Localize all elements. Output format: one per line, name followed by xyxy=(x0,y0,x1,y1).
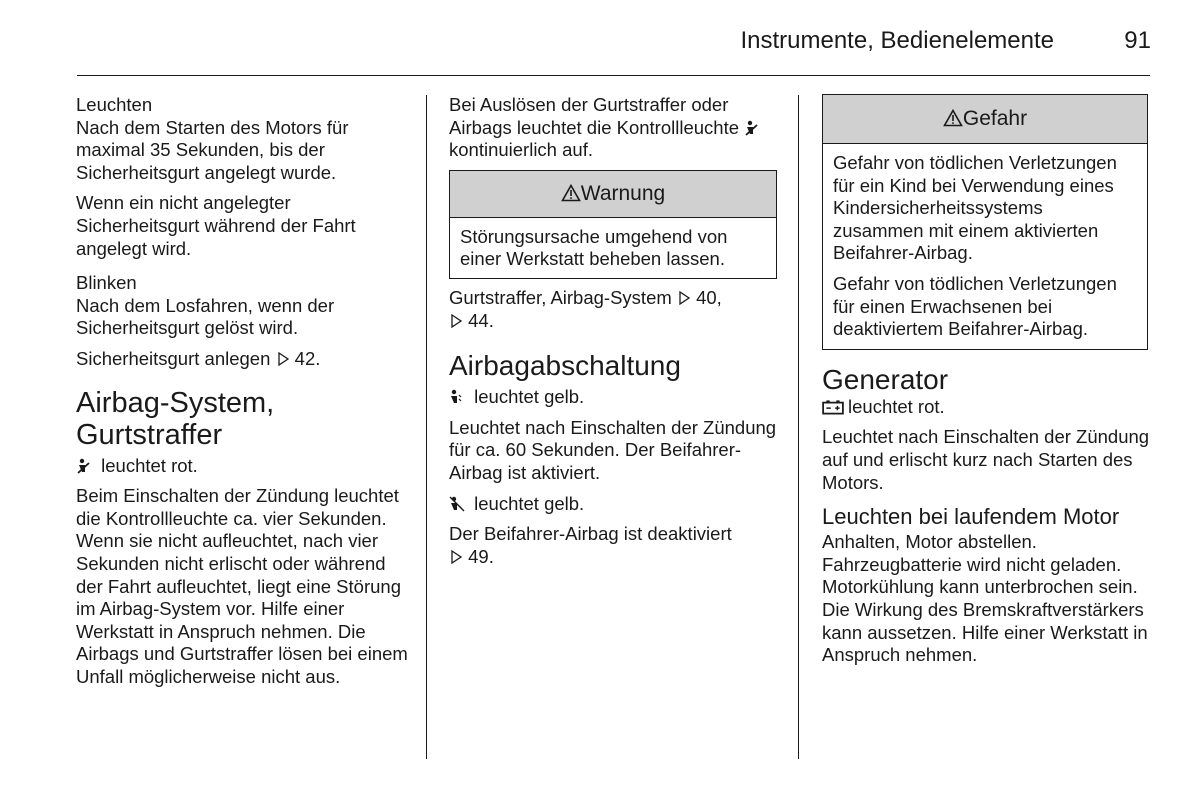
page-reference-arrow-icon xyxy=(449,550,463,564)
battery-icon xyxy=(822,399,844,415)
status-2-text: leuchtet gelb. xyxy=(474,492,585,514)
warning-title: Warnung xyxy=(580,181,666,205)
blinken-paragraph-1: Nach dem Losfahren, wenn der Sicherheitsgurt gelöst wird. xyxy=(76,294,335,339)
page-reference-arrow-icon xyxy=(276,352,290,366)
danger-box xyxy=(822,94,1148,350)
danger-paragraph-1: Gefahr von tödlichen Verletzungen für ein Kind bei Verwendung eines Kindersicherheitssystems zusammen mit einem aktivierten Beifahrer-Airbag. xyxy=(833,152,1117,264)
leuchten-paragraph-1: Nach dem Starten des Motors für maximal 35 Sekunden, bis der Sicherheitsgurt angelegt wurde. xyxy=(76,116,349,183)
blinken-paragraph-2-text: Sicherheitsgurt anlegen xyxy=(76,347,271,369)
airbag-paragraph-1: Beim Einschalten der Zündung leuchtet die Kontrollleuchte ca. vier Sekunden. Wenn sie nicht aufleuchtet, nach vier Sekunden nicht erlischt oder während der Fahrt aufleuchtet, liegt eine Störung im Airbag-System vor. Hilfe einer Werkstatt in Anspruch nehmen. Die Airbags und Gurtstraffer lösen bei einem Unfall möglicherweise nicht aus. xyxy=(76,485,408,687)
abschaltung-reference: 49. xyxy=(468,545,494,567)
abschaltung-paragraph-2-text: Der Beifahrer-Airbag ist deaktiviert xyxy=(449,523,732,545)
generator-status xyxy=(822,396,1152,419)
danger-title: Gefahr xyxy=(962,107,1028,130)
airbag-status xyxy=(76,455,408,478)
page-number: 91 xyxy=(1124,27,1151,54)
airbag-system-title xyxy=(76,387,408,451)
column-3 xyxy=(822,94,1152,675)
warning-header xyxy=(450,171,776,218)
warning-box xyxy=(449,170,777,279)
blinken-reference: 42. xyxy=(294,347,321,369)
intro-text: Bei Auslösen der Gurtstraffer oder Airbags leuchtet die Kontrollleuchte xyxy=(449,94,740,138)
airbag-system-title-line-2: Gurtstraffer xyxy=(76,418,223,451)
status-1-text: leuchtet gelb. xyxy=(474,386,585,408)
page-reference-arrow-icon xyxy=(677,291,691,305)
danger-triangle-icon xyxy=(943,109,963,127)
generator-status-text: leuchtet rot. xyxy=(848,395,945,417)
leuchten-heading: Leuchten xyxy=(76,94,153,115)
airbagabschaltung-title: Airbagabschaltung xyxy=(449,350,681,382)
blinken-heading: Blinken xyxy=(76,272,137,294)
column-2 xyxy=(449,94,779,576)
column-divider xyxy=(426,95,427,759)
generator-paragraph-1: Leuchtet nach Einschalten der Zündung auf und erlischt kurz nach Starten des Motors. xyxy=(822,426,1150,493)
header-rule xyxy=(77,75,1150,76)
airbag-system-title-line-1: Airbag-System, xyxy=(76,386,275,419)
abschaltung-paragraph-1: Leuchtet nach Einschalten der Zündung für ca. 60 Sekunden. Der Beifahrer-Airbag ist aktiviert. xyxy=(449,416,777,483)
reference-2: 44. xyxy=(468,309,494,331)
warning-triangle-icon xyxy=(561,184,581,202)
intro-paragraph xyxy=(449,94,779,162)
airbag-status-text: leuchtet rot. xyxy=(101,454,198,476)
abschaltung-paragraph-2 xyxy=(449,523,779,568)
seatbelt-person-icon xyxy=(76,458,92,474)
danger-body xyxy=(823,144,1147,341)
status-2 xyxy=(449,493,779,516)
generator-title: Generator xyxy=(822,363,949,395)
blinken-paragraph-2 xyxy=(76,348,408,371)
warning-text: Störungsursache umgehend von einer Werkstatt beheben lassen. xyxy=(460,225,728,270)
status-1 xyxy=(449,386,779,409)
motor-paragraph-1: Anhalten, Motor abstellen. Fahrzeugbatterie wird nicht geladen. Motorkühlung kann unterbrochen sein. Die Wirkung des Bremskraftverstärkers kann aussetzen. Hilfe einer Werkstatt in Anspruch nehmen. xyxy=(822,531,1148,666)
reference-paragraph xyxy=(449,287,779,332)
reference-1: 40, xyxy=(696,286,722,308)
seatbelt-person-icon xyxy=(744,120,760,136)
header-title: Instrumente, Bedienelemente xyxy=(740,27,1054,54)
danger-header xyxy=(823,95,1147,144)
column-divider xyxy=(798,95,799,759)
motor-heading: Leuchten bei laufendem Motor xyxy=(822,504,1120,530)
warning-body xyxy=(450,218,776,278)
danger-paragraph-2: Gefahr von tödlichen Verletzungen für einen Erwachsenen bei deaktiviertem Beifahrer-Airbag. xyxy=(833,272,1117,340)
reference-text: Gurtstraffer, Airbag-System xyxy=(449,286,672,308)
column-1 xyxy=(76,94,408,696)
intro-text-end: kontinuierlich auf. xyxy=(449,139,593,161)
page-reference-arrow-icon xyxy=(449,314,463,328)
passenger-airbag-on-icon xyxy=(449,389,465,405)
leuchten-paragraph-2: Wenn ein nicht angelegter Sicherheitsgurt während der Fahrt angelegt wird. xyxy=(76,192,356,259)
passenger-airbag-off-icon xyxy=(449,496,465,512)
